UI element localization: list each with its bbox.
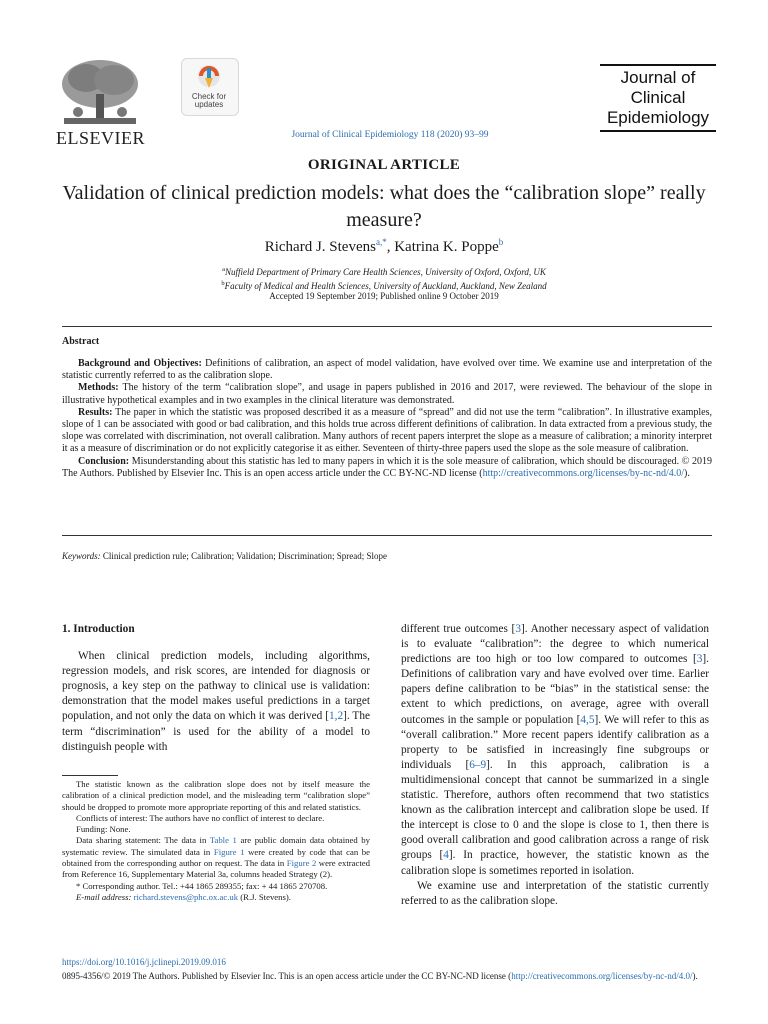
author-name[interactable]: Richard J. Stevens bbox=[264, 239, 376, 255]
abstract-background bbox=[62, 358, 712, 382]
footnotes bbox=[62, 779, 370, 903]
author-separator: , bbox=[386, 239, 395, 255]
abstract-body bbox=[62, 358, 712, 480]
license-link[interactable]: http://creativecommons.org/licenses/by-nc-nd/4.0/ bbox=[482, 467, 684, 479]
footnote: Funding: None. bbox=[76, 824, 131, 835]
article-title: Validation of clinical prediction models: what does the “calibration slope” really measure? bbox=[62, 182, 706, 231]
affiliation-text: Nuffield Department of Primary Care Health Sciences, University of Oxford, Oxford, UK bbox=[224, 267, 546, 277]
keywords-label: Keywords: bbox=[62, 551, 101, 561]
journal-brand-line-1: Journal of bbox=[620, 68, 696, 87]
crossmark-label bbox=[181, 93, 237, 109]
copyright-notice bbox=[62, 970, 712, 982]
footnote-text: were extracted from Reference 16, Supplementary Material 3a, columns headed Strategy (2). bbox=[62, 858, 370, 880]
footnote-text: (R.J. Stevens). bbox=[238, 891, 291, 902]
abstract-text: ). bbox=[684, 467, 690, 479]
body-text: When clinical prediction models, including algorithms, regression models, and risk scores, are intended for diagnosis or prognosis, a key step on the pathway to clinical use is validation: demonstration that the model makes useful predictions in a target population, and not only the data on which it was derived [ bbox=[62, 650, 370, 723]
check-for-updates-badge[interactable] bbox=[181, 58, 237, 120]
footnote bbox=[62, 835, 370, 880]
abstract-methods bbox=[62, 382, 712, 406]
body-text: ]. In this approach, calibration is a multidimensional concept that cannot be summarized in a single statistic. Therefore, authors often recommend that two statistics known as the calibration intercept and calibration slope be used. If the intercept is close to 0 and the slope is close to 1, then there is good overall calibration and good calibration across a range of risk groups [ bbox=[401, 758, 710, 862]
footnote: Conflicts of interest: The authors have no conflict of interest to declare. bbox=[76, 812, 325, 823]
footnote-text: were created by code that can be obtained from the corresponding author on request. The data in bbox=[62, 846, 370, 869]
intro-paragraph bbox=[62, 649, 370, 755]
footnote-text: are public domain data obtained by systematic review. The simulated data in bbox=[62, 835, 370, 857]
body-text: ]. Another necessary aspect of validation is to evaluate “calibration”: the degree to which numerical predictions are too high or too low compared to outcomes [ bbox=[401, 623, 710, 666]
affiliations bbox=[0, 264, 768, 292]
citation-link[interactable]: 4 bbox=[443, 849, 449, 862]
keywords bbox=[62, 551, 712, 561]
abstract-heading: Abstract bbox=[62, 336, 100, 347]
body-column-right bbox=[401, 622, 709, 909]
abstract-text: The paper in which the statistic was proposed described it as a measure of “spread” and did not use the term “calibration”. In illustrative examples, slope of 1 can be associated with good or bad calibration, and this holds true across different definitions of calibration. In data extracted from a previous study, the slope was correlated with discrimination, not overall calibration. Many authors of recent papers interpret the slope as a measure of calibration; a minority interpret it as a measure of discrimination or do not explicitly categorise it as either. Seventeen of thirty-three papers used the slope as the sole measure of calibration. bbox=[62, 406, 712, 455]
journal-brand bbox=[600, 64, 716, 132]
intro-paragraph-2: We examine use and interpretation of the statistic currently referred to as the calibration slope. bbox=[401, 879, 709, 907]
abstract-text: Definitions of calibration, an aspect of model validation, have evolved over time. We examine use and interpretation of the statistic currently referred to as the calibration slope. bbox=[62, 358, 712, 382]
footnote: * Corresponding author. Tel.: +44 1865 289355; fax: + 44 1865 270708. bbox=[76, 880, 328, 891]
citation-link[interactable]: 6–9 bbox=[469, 758, 487, 771]
journal-citation[interactable]: Journal of Clinical Epidemiology 118 (2020) 93–99 bbox=[291, 130, 489, 140]
author-list bbox=[0, 237, 768, 256]
intro-paragraph-continued bbox=[401, 622, 709, 879]
affiliation-a bbox=[0, 264, 768, 278]
publisher-name: ELSEVIER bbox=[56, 128, 145, 148]
author-name[interactable]: Katrina K. Poppe bbox=[394, 239, 499, 255]
copyright-text: ). bbox=[692, 971, 698, 981]
crossmark-line-1: Check for bbox=[191, 92, 227, 101]
body-column-left bbox=[62, 622, 370, 755]
crossmark-line-2: updates bbox=[194, 100, 224, 109]
license-link[interactable]: http://creativecommons.org/licenses/by-nc-nd/4.0/ bbox=[511, 971, 693, 981]
article-type: ORIGINAL ARTICLE bbox=[307, 157, 461, 173]
abstract-top-rule bbox=[62, 326, 712, 327]
body-text: ]. The term “discrimination” is used for the ability of a model to distinguish people with bbox=[62, 710, 370, 753]
affiliation-text: Faculty of Medical and Health Sciences, University of Auckland, Auckland, New Zealand bbox=[224, 281, 547, 291]
article-dates: Accepted 19 September 2019; Published online 9 October 2019 bbox=[269, 291, 499, 301]
copyright-text: 0895-4356/© 2019 The Authors. Published by Elsevier Inc. This is an open access article under the CC BY-NC-ND license ( bbox=[62, 971, 512, 981]
affiliation-sup: b bbox=[221, 280, 225, 287]
body-text: ]. We will refer to this as “overall calibration.” More recent papers identify calibration as a property to be satisfied in increasingly fine subgroups or individuals [ bbox=[401, 713, 709, 771]
author-affil-sup[interactable]: b bbox=[498, 237, 504, 247]
email-link[interactable]: richard.stevens@phc.ox.ac.uk bbox=[133, 891, 239, 902]
section-heading: 1. Introduction bbox=[62, 623, 135, 635]
footnote: The statistic known as the calibration slope does not by itself measure the calibration of a clinical prediction model, and the misleading term “calibration slope” should be dropped to promote more appropriate reporting of this and related statistics. bbox=[62, 779, 370, 812]
footnote-rule bbox=[62, 775, 118, 776]
journal-brand-line-2: Clinical bbox=[630, 88, 686, 107]
table-link[interactable]: Table 1 bbox=[209, 835, 237, 846]
crossmark-icon bbox=[197, 64, 221, 92]
abstract-label: Methods: bbox=[78, 382, 119, 394]
citation-link[interactable]: 3 bbox=[515, 623, 521, 635]
figure-link[interactable]: Figure 2 bbox=[286, 858, 317, 869]
abstract-bottom-rule bbox=[62, 535, 712, 536]
citation-link[interactable]: 4,5 bbox=[580, 713, 595, 726]
abstract-conclusion bbox=[62, 456, 712, 480]
abstract-text: The history of the term “calibration slope”, and usage in papers published in 2016 and 2017, were reviewed. The behaviour of the slope in illustrative hypothetical examples and in two examples in the clinical literature was demonstrated. bbox=[62, 382, 712, 406]
body-text: ]. In practice, however, the statistic known as the calibration slope is sometimes reported in isolation. bbox=[401, 849, 709, 877]
elsevier-logo bbox=[56, 56, 144, 146]
author-affil-sup[interactable]: a,* bbox=[375, 237, 387, 247]
abstract-label: Conclusion: bbox=[78, 455, 130, 467]
abstract-label: Results: bbox=[78, 406, 113, 418]
doi-link[interactable]: https://doi.org/10.1016/j.jclinepi.2019.09.016 bbox=[62, 957, 226, 967]
citation-link[interactable]: 3 bbox=[696, 653, 703, 666]
body-text: ]. Definitions of calibration vary and have evolved over time. Earlier papers define calibration to be “bias” in the statistical sense: the extent to which predictions, on average, agree with overall outcomes in the sample or population [ bbox=[401, 653, 709, 726]
journal-brand-line-3: Epidemiology bbox=[606, 108, 710, 127]
affiliation-b bbox=[0, 278, 768, 292]
footnote-label: E-mail address: bbox=[76, 891, 132, 902]
abstract-results bbox=[62, 407, 712, 456]
abstract-label: Background and Objectives: bbox=[78, 358, 202, 369]
body-text: different true outcomes [ bbox=[401, 623, 516, 635]
abstract-text: Misunderstanding about this statistic has led to many papers in which it is the sole measure of calibration, which should be discouraged. © 2019 The Authors. Published by Elsevier Inc. This is an open access article under the CC BY-NC-ND license ( bbox=[62, 455, 712, 479]
footnote bbox=[62, 892, 370, 903]
keywords-text: Clinical prediction rule; Calibration; Validation; Discrimination; Spread; Slope bbox=[100, 551, 387, 561]
figure-link[interactable]: Figure 1 bbox=[213, 846, 245, 857]
footnote-text: Data sharing statement: The data in bbox=[76, 835, 210, 846]
affiliation-sup: a bbox=[222, 266, 225, 273]
citation-link[interactable]: 1,2 bbox=[329, 710, 344, 723]
elsevier-tree-icon bbox=[56, 56, 144, 128]
